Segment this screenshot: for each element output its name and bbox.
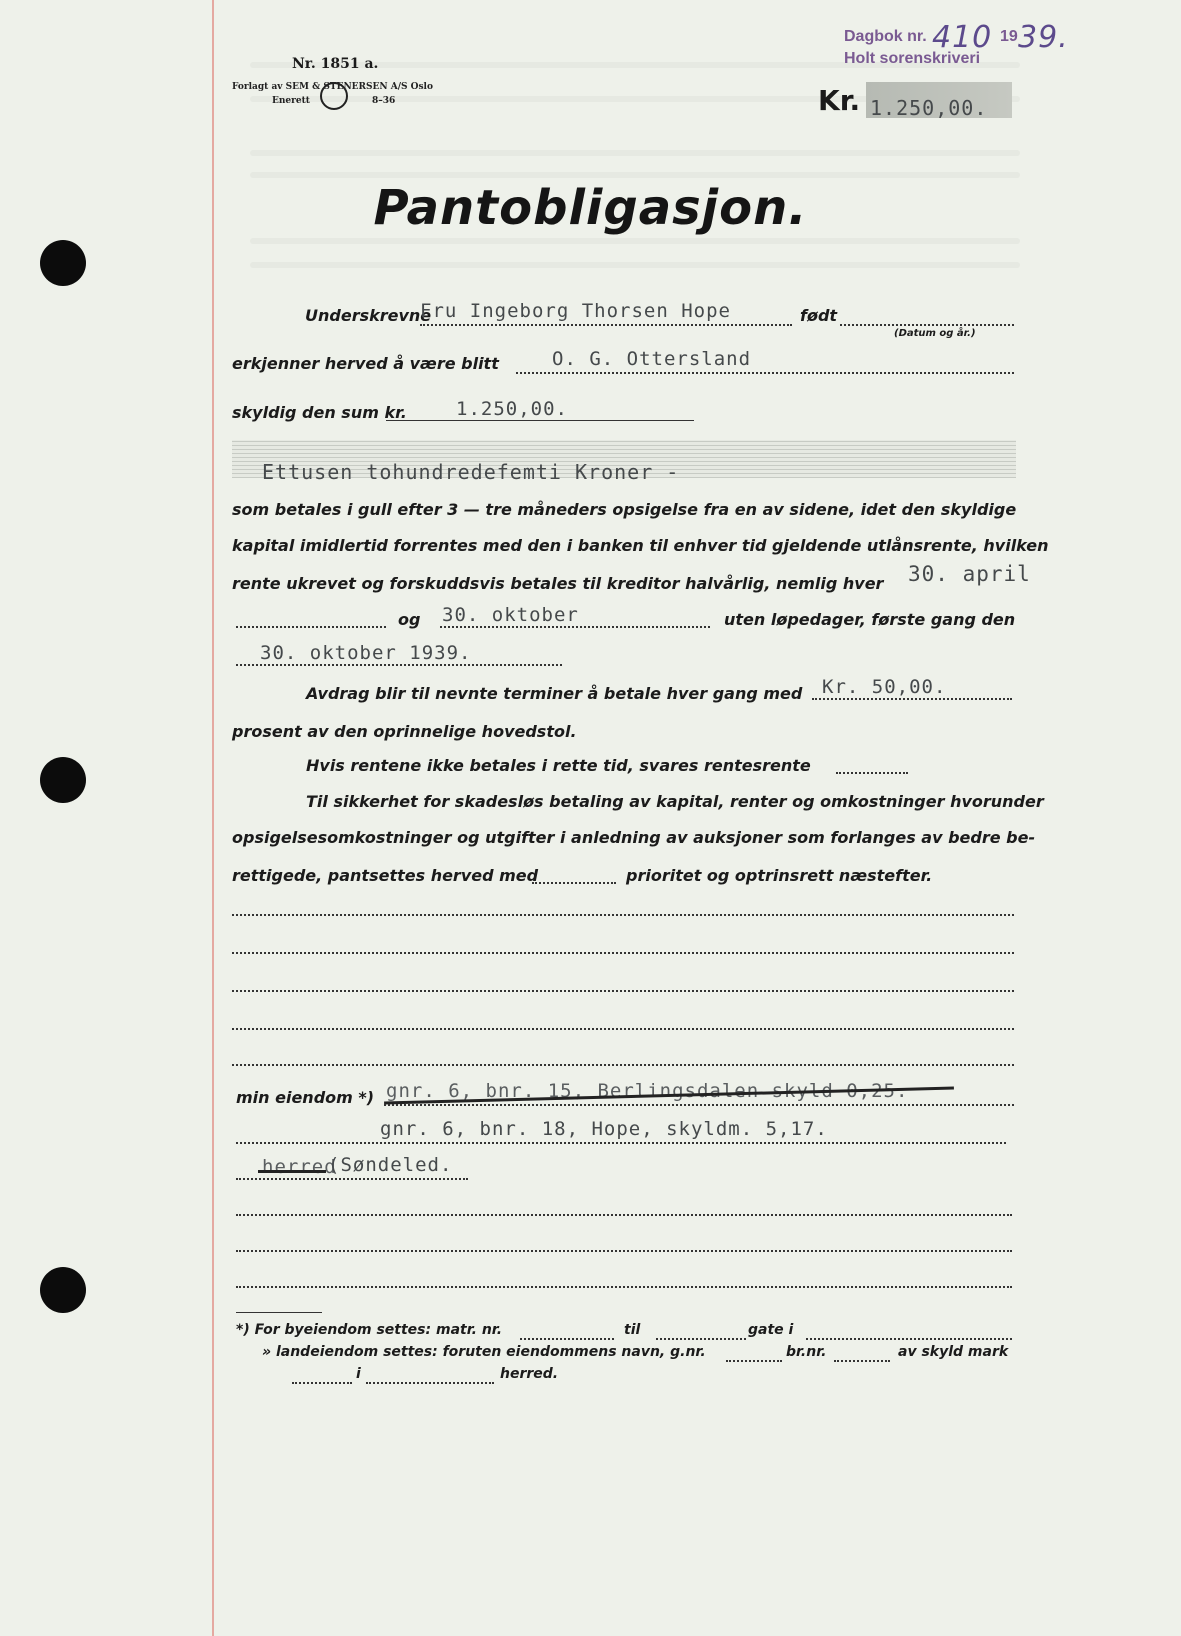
- stamp-year-prefix: 19: [1000, 28, 1018, 45]
- undersigned-value: Fru Ingeborg Thorsen Hope: [420, 300, 731, 322]
- form-number: Nr. 1851 a.: [292, 56, 379, 72]
- owes-label: skyldig den sum kr.: [232, 403, 407, 422]
- stamp-office: Holt sorenskriveri: [844, 50, 981, 67]
- amount-value: 1.250,00.: [870, 96, 988, 120]
- security-line-1: Til sikkerhet for skadesløs betaling av kapital, renter og omkostninger hvorunder: [306, 792, 1044, 811]
- punch-hole: [40, 1267, 86, 1313]
- property-place: (Søndeled.: [328, 1154, 453, 1176]
- dotted-line: [384, 1104, 1014, 1106]
- bleed-through: [250, 262, 1020, 268]
- blank-line: [232, 1064, 1014, 1066]
- publisher-enerett: Enerett: [272, 96, 310, 106]
- dotted-line: [236, 1178, 468, 1180]
- dotted-line: [516, 372, 1014, 374]
- bleed-through: [250, 150, 1020, 156]
- underline: [386, 420, 694, 421]
- og-label: og: [398, 610, 421, 629]
- footnote-line-3a: i: [356, 1366, 361, 1382]
- born-label: født: [800, 306, 838, 325]
- dotted-line: [520, 1338, 614, 1340]
- punch-hole: [40, 240, 86, 286]
- sum-in-words: Ettusen tohundredefemti Kroner -: [262, 460, 680, 484]
- security-line-3a: rettigede, pantsettes herved med: [232, 866, 539, 885]
- dotted-line: [806, 1338, 1012, 1340]
- prosent-line: prosent av den oprinnelige hovedstol.: [232, 722, 577, 741]
- amount-label: Kr.: [818, 84, 861, 117]
- property-entry: gnr. 6, bnr. 18, Hope, skyldm. 5,17.: [380, 1118, 828, 1140]
- blank-line: [232, 1028, 1014, 1030]
- dotted-line: [726, 1360, 782, 1362]
- stamp-journal-number: 410: [932, 20, 993, 55]
- body-line-4-tail: uten løpedager, første gang den: [724, 610, 1016, 629]
- first-payment-date: 30. oktober 1939.: [260, 642, 472, 664]
- security-line-3b: prioritet og optrinsrett næstefter.: [626, 866, 933, 885]
- sum-value: 1.250,00.: [456, 398, 568, 420]
- avdrag-value: Kr. 50,00.: [822, 676, 947, 698]
- undersigned-label: Underskrevne: [305, 306, 432, 325]
- stamp-year-suffix: 39.: [1018, 20, 1069, 55]
- margin-line: [212, 0, 214, 1636]
- punch-hole: [40, 757, 86, 803]
- dotted-line: [834, 1360, 890, 1362]
- struck-prefix: herred: [262, 1156, 337, 1178]
- property-label: min eiendom *): [236, 1088, 375, 1107]
- dotted-line: [812, 698, 1012, 700]
- date-april: 30. april: [908, 562, 1031, 586]
- acknowledges-label: erkjenner herved å være blitt: [232, 354, 499, 373]
- bleed-through: [250, 238, 1020, 244]
- publisher-date: 8–36: [372, 96, 396, 106]
- dotted-line: [236, 1142, 1006, 1144]
- strike-through: [258, 1170, 326, 1173]
- dotted-line: [236, 664, 562, 666]
- footnote-line-1a: *) For byeiendom settes: matr. nr.: [236, 1322, 503, 1338]
- blank-line: [232, 952, 1014, 954]
- blank-line: [232, 914, 1014, 916]
- publisher-logo-icon: [320, 82, 348, 110]
- blank-line: [232, 990, 1014, 992]
- dotted-line: [236, 626, 386, 628]
- publisher-line: Forlagt av SEM & STENERSEN A/S Oslo: [232, 82, 433, 92]
- creditor-value: O. G. Ottersland: [552, 348, 752, 370]
- dotted-line: [366, 1382, 494, 1384]
- dotted-line: [440, 626, 710, 628]
- footnote-line-2c: av skyld mark: [898, 1344, 1009, 1360]
- dotted-line: [532, 882, 616, 884]
- dotted-line: [836, 772, 908, 774]
- blank-line: [236, 1214, 1012, 1216]
- rente-line: Hvis rentene ikke betales i rette tid, svares rentesrente: [306, 756, 811, 775]
- body-line-1: som betales i gull efter 3 — tre måneders opsigelse fra en av sidene, idet den skyldige: [232, 500, 1017, 519]
- stamp-journal-label: Dagbok nr.: [844, 28, 927, 45]
- footnote-rule: [236, 1312, 322, 1313]
- footnote-line-1c: gate i: [748, 1322, 794, 1338]
- footnote-line-2a: » landeiendom settes: foruten eiendommens navn, g.nr.: [262, 1344, 706, 1360]
- body-line-3: rente ukrevet og forskuddsvis betales til kreditor halvårlig, nemlig hver: [232, 574, 884, 593]
- footnote-line-2b: br.nr.: [786, 1344, 827, 1360]
- avdrag-label: Avdrag blir til nevnte terminer å betale hver gang med: [306, 684, 803, 703]
- footnote-line-1b: til: [624, 1322, 641, 1338]
- date-october: 30. oktober: [442, 604, 579, 626]
- dotted-line: [656, 1338, 746, 1340]
- bleed-through: [250, 172, 1020, 178]
- dotted-line: [840, 324, 1014, 326]
- body-line-2: kapital imidlertid forrentes med den i banken til enhver tid gjeldende utlånsrente, hvilken: [232, 536, 1049, 555]
- blank-line: [236, 1250, 1012, 1252]
- document-title: Pantobligasjon.: [373, 180, 808, 236]
- blank-line: [236, 1286, 1012, 1288]
- footnote-line-3b: herred.: [500, 1366, 559, 1382]
- date-hint: (Datum og år.): [894, 328, 976, 339]
- dotted-line: [420, 324, 792, 326]
- dotted-line: [292, 1382, 352, 1384]
- struck-property-entry: gnr. 6, bnr. 15, Berlingsdalen skyld 0,25.: [386, 1080, 909, 1102]
- security-line-2: opsigelsesomkostninger og utgifter i anledning av auksjoner som forlanges av bedre be-: [232, 828, 1036, 847]
